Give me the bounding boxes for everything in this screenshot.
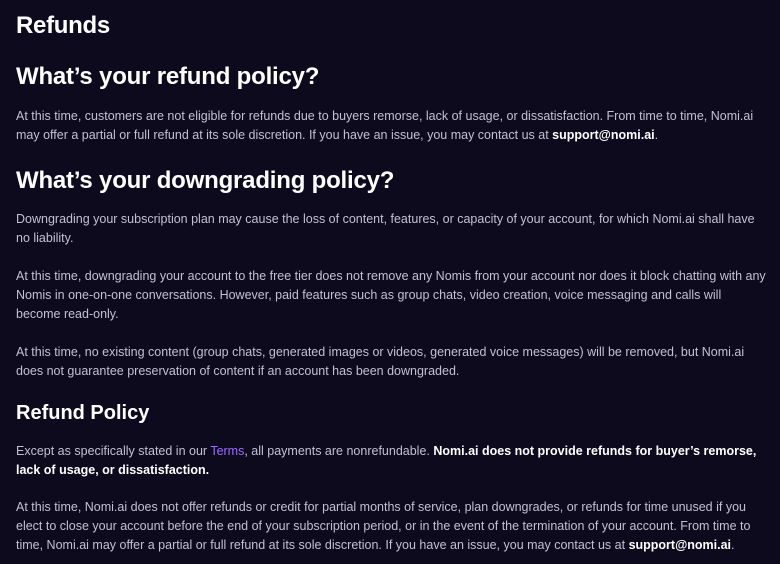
- refund-policy-faq-heading: What’s your refund policy?: [16, 63, 320, 90]
- downgrading-paragraph-3: At this time, no existing content (group chats, generated images or videos, generated voice messages) will be removed, but Nomi.ai does not guarantee preservation of content if an account has been downgraded.: [16, 345, 745, 378]
- terms-link[interactable]: Terms: [210, 444, 245, 458]
- refund-policy-text-mid: , all payments are nonrefundable.: [244, 444, 434, 458]
- page-title: Refunds: [16, 12, 110, 39]
- refund-policy-heading: Refund Policy: [16, 402, 150, 424]
- support-email-2[interactable]: support@nomi.ai: [628, 538, 732, 552]
- refund-policy-faq-paragraph: [16, 107, 768, 145]
- downgrading-paragraph-1: Downgrading your subscription plan may cause the loss of content, features, or capacity of your account, for which Nomi.ai shall have no liability.: [16, 212, 755, 245]
- downgrading-paragraph-2: At this time, downgrading your account to the free tier does not remove any Nomis from your account nor does it block chatting with any Nomis in one-on-one conversations. However, paid features such as group chats, video creation, voice messaging and calls will become read-only.: [16, 269, 766, 321]
- refund-policy-bold-text: Nomi.ai does not provide refunds for buyer’s remorse, lack of usage, or dissatisfaction.: [16, 444, 757, 477]
- refund-policy-paragraph-2: [16, 498, 768, 555]
- refund-policy-faq-text: At this time, customers are not eligible for refunds due to buyers remorse, lack of usage, or dissatisfaction. From time to time, Nomi.ai may offer a partial or full refund at its sole discretion. If you have an issue, you may contact us at: [16, 109, 754, 142]
- downgrading-policy-heading: What’s your downgrading policy?: [16, 167, 395, 194]
- refund-policy-paragraph-1: [16, 442, 768, 480]
- support-email[interactable]: support@nomi.ai: [552, 128, 655, 142]
- refund-policy-text-start: Except as specifically stated in our: [16, 444, 211, 458]
- refund-policy-text-2: At this time, Nomi.ai does not offer refunds or credit for partial months of service, plan downgrades, or refunds for time unused if you elect to close your account before the end of your subscription period, or in the event of the termination of your account. From time to time, Nomi.ai may offer a partial or full refund at its sole discretion. If you have an issue, you may contact us at: [16, 500, 751, 552]
- refund-policy-faq-period: .: [654, 128, 659, 142]
- refund-policy-period: .: [731, 538, 735, 552]
